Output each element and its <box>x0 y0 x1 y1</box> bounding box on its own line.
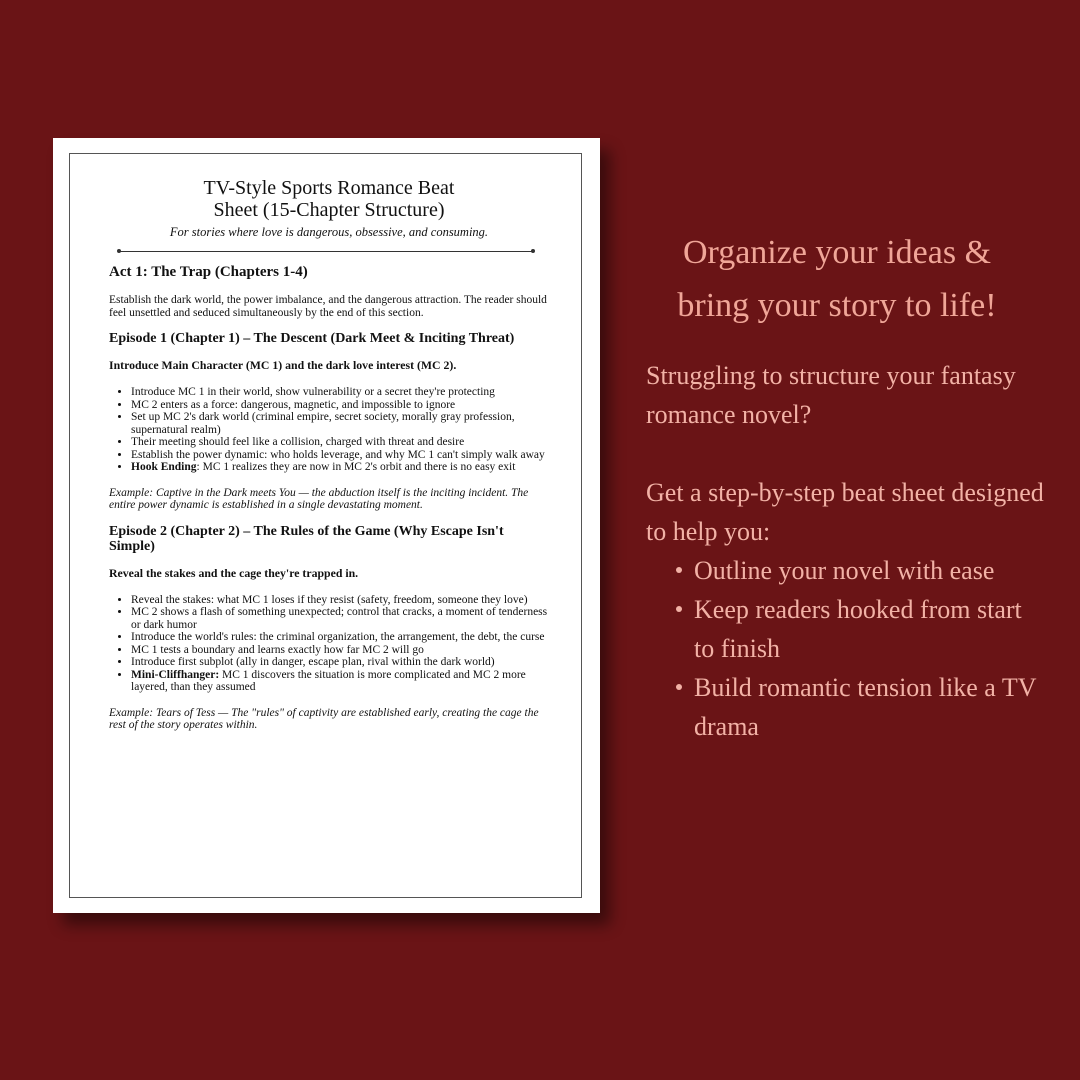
beat-sheet-preview <box>53 138 600 913</box>
beat-item-hook-ending <box>131 461 549 474</box>
beat-text: : MC 1 realizes they are now in MC 2's orbit and there is no easy exit <box>196 461 516 473</box>
beat-label: Mini-Cliffhanger: <box>131 668 220 681</box>
promo-question: Struggling to structure your fantasy romance novel? <box>646 361 1016 429</box>
episode-1-example: Example: Captive in the Dark meets You — the abduction itself is the inciting incident. The entire power dynamic is established in a single devastating moment. <box>109 486 529 511</box>
promo-headline: Organize your ideas & bring your story to life! <box>677 234 997 324</box>
document-subtitle: For stories where love is dangerous, obsessive, and consuming. <box>169 225 489 239</box>
beat-item: • MC 2 shows a flash of something unexpected; control that cracks, a moment of tenderness or dark humor <box>131 606 549 631</box>
bullet-icon <box>676 567 682 573</box>
benefit-item <box>646 590 1046 668</box>
bullet-icon <box>676 684 682 690</box>
episode-1-beat-list <box>109 386 549 474</box>
bullet-icon <box>676 606 682 612</box>
paragraph-spacer <box>646 434 1046 473</box>
promo-copy <box>646 356 1046 746</box>
episode-2-example: Example: Tears of Tess — The "rules" of captivity are established early, creating the cage the rest of the story operates within. <box>109 706 539 731</box>
document-title-line-2: Sheet (15-Chapter Structure) <box>213 199 445 221</box>
beat-item: • Reveal the stakes: what MC 1 loses if they resist (safety, freedom, someone they love) <box>131 594 549 607</box>
episode-2-beat-list <box>109 594 549 694</box>
benefit-text: Build romantic tension like a TV drama <box>694 673 1037 741</box>
document-title-line-1: TV-Style Sports Romance Beat <box>203 177 455 199</box>
benefit-item <box>646 551 1046 590</box>
benefit-text: Outline your novel with ease <box>694 556 995 585</box>
act-1-description: Establish the dark world, the power imbalance, and the dangerous attraction. The reader should feel unsettled and seduced simultaneously by the end of this section. <box>109 294 547 319</box>
beat-sheet-border <box>69 153 582 898</box>
promo-panel <box>646 226 1046 746</box>
beat-item: • MC 1 tests a boundary and learns exactly how far MC 2 will go <box>131 644 549 657</box>
ornamental-divider <box>119 251 533 252</box>
episode-1-intro: Introduce Main Character (MC 1) and the dark love interest (MC 2). <box>109 358 457 372</box>
beat-item: • Their meeting should feel like a collision, charged with threat and desire <box>131 436 549 449</box>
beat-item: • Establish the power dynamic: who holds leverage, and why MC 1 can't simply walk away <box>131 449 549 462</box>
episode-2-intro: Reveal the stakes and the cage they're trapped in. <box>109 565 359 580</box>
act-1-heading: Act 1: The Trap (Chapters 1-4) <box>109 264 308 280</box>
document-title <box>109 177 549 221</box>
beat-item: • Introduce the world's rules: the criminal organization, the arrangement, the debt, the curse <box>131 631 549 644</box>
beat-text: MC 1 discovers the situation is more complicated and MC 2 more layered, than they assumed <box>131 668 526 693</box>
beat-label: Hook Ending <box>131 461 197 473</box>
beat-item-mini-cliffhanger <box>131 669 549 694</box>
benefit-item <box>646 668 1046 746</box>
beat-sheet-content <box>109 154 549 732</box>
beat-item: • MC 2 enters as a force: dangerous, magnetic, and impossible to ignore <box>131 399 549 412</box>
benefit-text: Keep readers hooked from start to finish <box>694 595 1022 663</box>
beat-item: • Introduce MC 1 in their world, show vulnerability or a secret they're protecting <box>131 386 549 399</box>
promo-offer: Get a step-by-step beat sheet designed to help you: <box>646 478 1044 546</box>
beat-item: • Introduce first subplot (ally in danger, escape plan, rival within the dark world) <box>131 656 549 669</box>
beat-item: • Set up MC 2's dark world (criminal empire, secret society, morally gray profession, supernatural realm) <box>131 411 549 436</box>
episode-1-heading: Episode 1 (Chapter 1) – The Descent (Dark Meet & Inciting Threat) <box>109 331 515 346</box>
episode-2-heading: Episode 2 (Chapter 2) – The Rules of the Game (Why Escape Isn't Simple) <box>109 523 504 554</box>
benefit-list <box>646 551 1046 746</box>
